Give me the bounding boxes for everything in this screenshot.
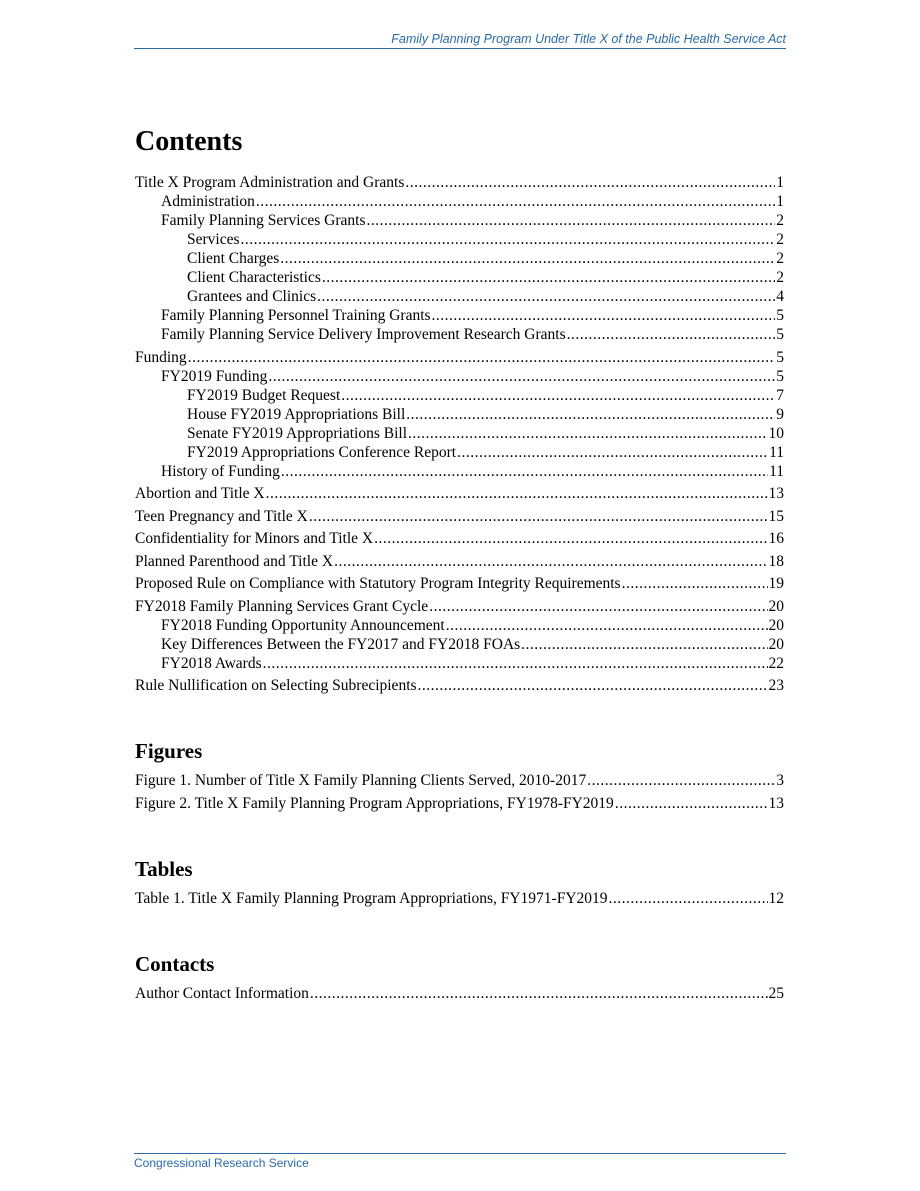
toc-entry-title: Grantees and Clinics (187, 288, 317, 305)
toc-entry-title: FY2019 Budget Request (187, 386, 341, 404)
contents-list (135, 173, 784, 695)
toc-entry[interactable] (135, 443, 784, 462)
toc-entry-title: Rule Nullification on Selecting Subrecipients (135, 677, 417, 694)
dot-leader (188, 348, 776, 367)
dot-leader (310, 984, 768, 1003)
contacts-heading: Contacts (135, 951, 215, 976)
dot-leader (457, 443, 768, 462)
dot-leader (241, 230, 776, 249)
toc-entry-page-number: 5 (776, 348, 784, 366)
toc-entry[interactable] (135, 984, 784, 1003)
toc-entry-page-number: 1 (776, 193, 784, 210)
dot-leader (446, 616, 768, 635)
toc-entry[interactable] (135, 386, 784, 405)
toc-entry[interactable] (135, 306, 784, 325)
toc-entry[interactable] (135, 268, 784, 287)
toc-entry-title: Proposed Rule on Compliance with Statutory Program Integrity Requirements (135, 575, 621, 592)
toc-entry-title: Abortion and Title X (135, 485, 265, 502)
toc-entry-title: Family Planning Services Grants (161, 212, 366, 229)
toc-entry[interactable] (135, 654, 784, 673)
toc-entry[interactable] (135, 529, 784, 548)
toc-entry-title: Title X Program Administration and Grants (135, 174, 405, 191)
dot-leader (609, 889, 768, 908)
dot-leader (567, 325, 776, 344)
toc-entry-page-number: 4 (776, 288, 784, 305)
toc-entry[interactable] (135, 173, 784, 192)
figures-list (135, 771, 784, 813)
toc-entry[interactable] (135, 597, 784, 616)
toc-entry-title: Services (187, 231, 240, 248)
toc-entry[interactable] (135, 552, 784, 571)
toc-entry-page-number: 7 (776, 386, 784, 404)
toc-entry-title: FY2019 Appropriations Conference Report (187, 443, 457, 461)
dot-leader (334, 552, 767, 571)
dot-leader (263, 654, 768, 673)
table-of-contents (135, 124, 784, 1003)
toc-entry-page-number: 9 (776, 405, 784, 423)
toc-entry-page-number: 23 (768, 677, 784, 694)
dot-leader (622, 574, 768, 593)
toc-entry-title: Client Charges (187, 250, 280, 267)
toc-entry-title: Family Planning Personnel Training Grants (161, 307, 431, 324)
toc-entry[interactable] (135, 616, 784, 635)
toc-entry-title: FY2018 Family Planning Services Grant Cycle (135, 597, 429, 615)
dot-leader (408, 424, 767, 443)
toc-entry-page-number: 25 (768, 984, 784, 1002)
contacts-list (135, 984, 784, 1003)
toc-entry[interactable] (135, 462, 784, 481)
toc-entry-page-number: 2 (776, 212, 784, 229)
toc-entry-title: Teen Pregnancy and Title X (135, 507, 308, 525)
toc-entry-page-number: 5 (776, 307, 784, 324)
toc-entry-page-number: 5 (776, 367, 784, 385)
toc-entry-title: Family Planning Service Delivery Improvement Research Grants (161, 326, 566, 343)
toc-entry-page-number: 11 (769, 462, 784, 480)
page-footer: Congressional Research Service (134, 1153, 786, 1170)
tables-list (135, 889, 784, 908)
toc-entry[interactable] (135, 367, 784, 386)
toc-entry-title: Figure 2. Title X Family Planning Program Appropriations, FY1978-FY2019 (135, 794, 614, 812)
toc-entry[interactable] (135, 794, 784, 813)
toc-entry[interactable] (135, 574, 784, 593)
dot-leader (256, 192, 775, 211)
dot-leader (268, 367, 775, 386)
toc-entry-title: House FY2019 Appropriations Bill (187, 405, 406, 423)
toc-entry[interactable] (135, 676, 784, 695)
toc-entry-title: FY2018 Funding Opportunity Announcement (161, 616, 445, 634)
toc-entry-page-number: 16 (768, 530, 784, 547)
dot-leader (406, 405, 775, 424)
toc-entry-title: Author Contact Information (135, 984, 309, 1002)
toc-entry[interactable] (135, 771, 784, 790)
toc-entry[interactable] (135, 484, 784, 503)
toc-entry-page-number: 3 (776, 772, 784, 789)
toc-entry-title: Figure 1. Number of Title X Family Planning Clients Served, 2010-2017 (135, 772, 587, 789)
contents-heading: Contents (135, 126, 243, 157)
running-header: Family Planning Program Under Title X of the Public Health Service Act (134, 31, 786, 49)
toc-entry[interactable] (135, 192, 784, 211)
toc-entry-title: FY2019 Funding (161, 367, 268, 385)
toc-entry-page-number: 13 (768, 485, 784, 502)
toc-entry-page-number: 20 (768, 635, 784, 653)
dot-leader (429, 597, 767, 616)
toc-entry[interactable] (135, 249, 784, 268)
toc-entry-title: Confidentiality for Minors and Title X (135, 530, 374, 547)
toc-entry[interactable] (135, 405, 784, 424)
dot-leader (432, 306, 776, 325)
toc-entry[interactable] (135, 635, 784, 654)
toc-entry-page-number: 11 (769, 443, 784, 461)
toc-entry-title: Client Characteristics (187, 269, 321, 286)
dot-leader (309, 507, 768, 526)
tables-heading: Tables (135, 856, 193, 881)
toc-entry-page-number: 18 (768, 552, 784, 570)
toc-entry-title: Senate FY2019 Appropriations Bill (187, 424, 408, 442)
toc-entry[interactable] (135, 325, 784, 344)
toc-entry-page-number: 20 (768, 597, 784, 615)
toc-entry[interactable] (135, 211, 784, 230)
toc-entry[interactable] (135, 507, 784, 526)
toc-entry-title: Key Differences Between the FY2017 and FY2018 FOAs (161, 635, 521, 653)
dot-leader (521, 635, 767, 654)
toc-entry-page-number: 2 (776, 269, 784, 286)
dot-leader (615, 794, 768, 813)
toc-entry-page-number: 22 (768, 654, 784, 672)
toc-entry[interactable] (135, 230, 784, 249)
toc-entry-page-number: 1 (776, 174, 784, 191)
figures-heading: Figures (135, 739, 203, 763)
toc-entry[interactable] (135, 287, 784, 306)
dot-leader (322, 268, 775, 287)
dot-leader (266, 484, 768, 503)
dot-leader (374, 529, 767, 548)
dot-leader (587, 771, 775, 790)
toc-entry-title: Table 1. Title X Family Planning Program Appropriations, FY1971-FY2019 (135, 889, 608, 907)
toc-entry-page-number: 10 (768, 424, 784, 442)
dot-leader (418, 676, 768, 695)
toc-entry-title: History of Funding (161, 462, 280, 480)
toc-entry-page-number: 2 (776, 231, 784, 248)
dot-leader (281, 462, 768, 481)
dot-leader (367, 211, 776, 230)
dot-leader (405, 173, 775, 192)
toc-entry-page-number: 13 (768, 794, 784, 812)
toc-entry-page-number: 12 (768, 889, 784, 907)
toc-entry[interactable] (135, 348, 784, 367)
toc-entry-title: Administration (161, 193, 255, 210)
dot-leader (341, 386, 775, 405)
toc-entry-title: Planned Parenthood and Title X (135, 552, 334, 570)
toc-entry[interactable] (135, 889, 784, 908)
toc-entry-title: FY2018 Awards (161, 654, 262, 672)
toc-entry-page-number: 5 (776, 326, 784, 343)
toc-entry[interactable] (135, 424, 784, 443)
toc-entry-page-number: 2 (776, 250, 784, 267)
toc-entry-page-number: 20 (768, 616, 784, 634)
dot-leader (280, 249, 775, 268)
toc-entry-page-number: 15 (768, 507, 784, 525)
dot-leader (317, 287, 775, 306)
toc-entry-title: Funding (135, 348, 187, 366)
toc-entry-page-number: 19 (768, 575, 784, 592)
